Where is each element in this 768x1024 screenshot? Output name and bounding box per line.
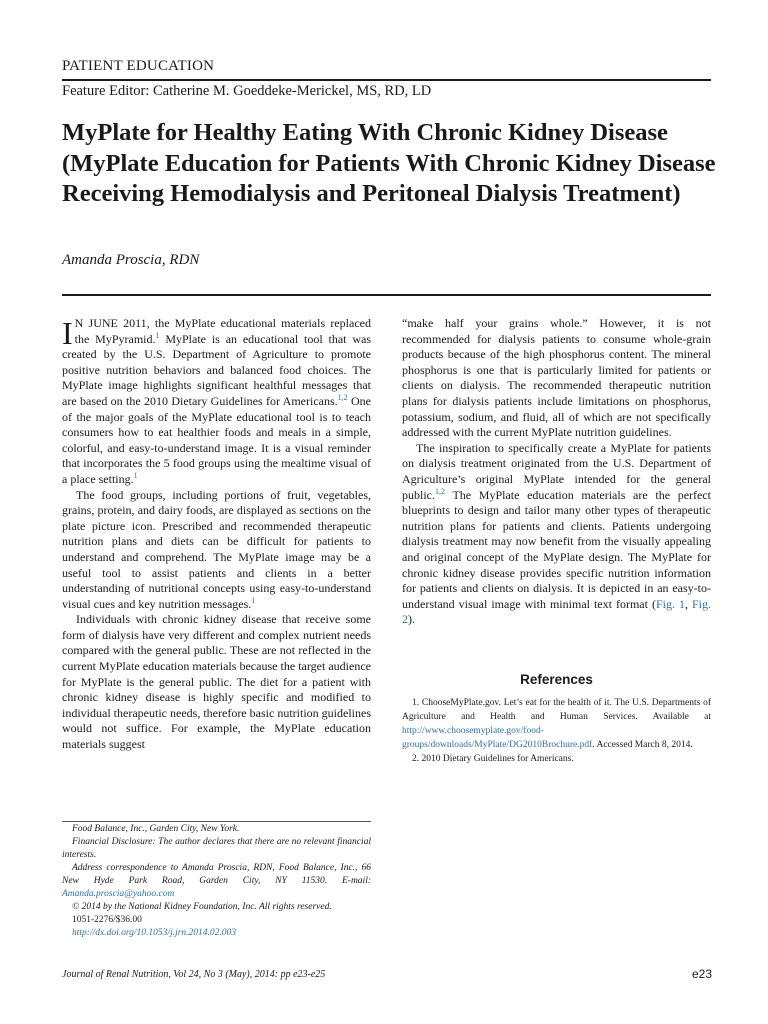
citation-link[interactable]: 1,2 [435, 486, 445, 496]
reference-1-url[interactable]: http://www.choosemyplate.gov/food-groups/downloads/MyPlate/DG2010Brochure.pdf [402, 726, 593, 750]
figure-2-link[interactable]: Fig. 2 [402, 596, 712, 627]
section-label: PATIENT EDUCATION [62, 58, 215, 74]
paragraph-1-text-c: One of the major goals of the MyPlate educational tool is to teach consumers how to eat healthier foods and meals in a simple, colorful, and easy-to-understand image. It is a visual reminder that incorporates the 5 food groups using the mealtime visual of a place setting. [62, 393, 371, 486]
paragraph-2 [62, 488, 371, 613]
copyright-note: © 2014 by the National Kidney Foundation, Inc. All rights reserved. [72, 902, 332, 912]
references-list [402, 696, 711, 766]
correspondence-note [62, 862, 371, 901]
reference-1-end: . Accessed March 8, 2014. [592, 740, 693, 750]
header-rule [62, 79, 711, 81]
page-number: e23 [691, 967, 712, 981]
drop-cap: I [62, 315, 73, 351]
title-rule [62, 294, 711, 296]
paragraph-5-text-b: The MyPlate education materials are the perfect blueprints to design and tailor many other types of therapeutic nutrition plans for patients and clients. Patients undergoing dialysis treatment may now benefit from the visually appealing and original concept of the MyPlate design. The MyPlate for chronic kidney disease provides specific nutrition information for patients and clients on dialysis. It is depicted in an easy-to-understand visual image with minimal text format ( [402, 487, 711, 611]
doi-line [62, 927, 371, 940]
reference-item: 2. 2010 Dietary Guidelines for Americans. [412, 754, 574, 764]
body-column-left [62, 316, 371, 753]
paragraph-3: Individuals with chronic kidney disease that receive some form of dialysis have very different and complex nutrient needs compared with the general public. These are not reflected in the current MyPlate education materials because the target audience for MyPlate is the general public. The diet for a patient with chronic kidney disease is highly specific and modified to individual therapeutic needs, therefore basic nutrition guidelines would not suffice. For example, the MyPlate education materials suggest [62, 612, 371, 752]
references-heading: References [520, 672, 593, 687]
article-author: Amanda Proscia, RDN [62, 252, 200, 268]
correspondence-text: Address correspondence to Amanda Proscia, RDN, Food Balance, Inc., 66 New Hyde Park Road, Garden City, NY 11530. E-mail: [62, 863, 371, 886]
reference-1-text: 1. ChooseMyPlate.gov. Let’s eat for the health of it. The U.S. Departments of Agriculture and Health and Human Services. Available at [402, 698, 711, 722]
citation-link[interactable]: 1 [155, 330, 160, 340]
reference-item [402, 696, 711, 752]
body-column-right [402, 316, 711, 628]
paragraph-4: “make half your grains whole.” However, it is not recommended for dialysis patients to consume whole-grain products because of the high phosphorus content. The mineral phosphorus is one that is particularly limited for patients or clients on dialysis. The recommended therapeutic nutrition plans for dialysis patients include limitations on phosphorus, potassium, sodium, and fluid, all of which are not specifically addressed with the current MyPlate nutrition guidelines. [402, 316, 711, 440]
article-title: MyPlate for Healthy Eating With Chronic Kidney Disease (MyPlate Education for Patients With Chronic Kidney Disease Receiving Hemodialysis and Peritoneal Dialysis Treatment) [62, 119, 716, 207]
journal-citation: Journal of Renal Nutrition, Vol 24, No 3 (May), 2014: pp e23-e25 [62, 969, 326, 980]
figure-1-link[interactable]: Fig. 1 [655, 596, 685, 611]
paragraph-5 [402, 441, 711, 628]
paragraph-1-text-b: MyPlate is an educational tool that was created by the U.S. Department of Agriculture to promote positive nutrition behaviors and balanced food choices. The MyPlate image highlights significant healthful messages that are based on the 2010 Dietary Guidelines for Americans. [62, 331, 372, 408]
figure-separator: , [684, 596, 692, 611]
disclosure-note: Financial Disclosure: The author declares that there are no relevant financial interests. [62, 837, 371, 860]
paragraph-5-end: ). [408, 612, 415, 627]
footnote-rule [62, 821, 371, 822]
paragraph-5-text-a: The inspiration to specifically create a MyPlate for patients on dialysis treatment originated from the U.S. Department of Agriculture’s original MyPlate intended for the general public. [402, 440, 711, 502]
email-link[interactable]: Amanda.proscia@yahoo.com [62, 889, 175, 899]
paragraph-1-text-a: N JUNE 2011, the MyPlate educational materials replaced the MyPyramid. [74, 316, 371, 346]
paragraph-2-text: The food groups, including portions of fruit, vegetables, grains, protein, and dairy foods, are displayed as sections on the plate picture icon. Prescribed and recommended therapeutic nutrition plans and diets can be difficult for patients to understand and comprehend. The MyPlate image may be a useful tool to assist patients and clients in a better understanding of nutritional concepts using easy-to-understand visual cues and key nutrition messages. [62, 487, 371, 611]
doi-link[interactable]: http://dx.doi.org/10.1053/j.jrn.2014.02.003 [72, 928, 237, 938]
affiliation-note: Food Balance, Inc., Garden City, New York. [72, 824, 240, 834]
footnotes [62, 823, 371, 940]
paragraph-1 [62, 316, 371, 488]
issn-note: 1051-2276/$36.00 [72, 915, 142, 925]
feature-editor: Feature Editor: Catherine M. Goeddeke-Merickel, MS, RD, LD [62, 83, 432, 99]
citation-link[interactable]: 1,2 [337, 392, 348, 402]
citation-link[interactable]: 1 [133, 470, 138, 480]
citation-link[interactable]: 1 [251, 595, 256, 605]
